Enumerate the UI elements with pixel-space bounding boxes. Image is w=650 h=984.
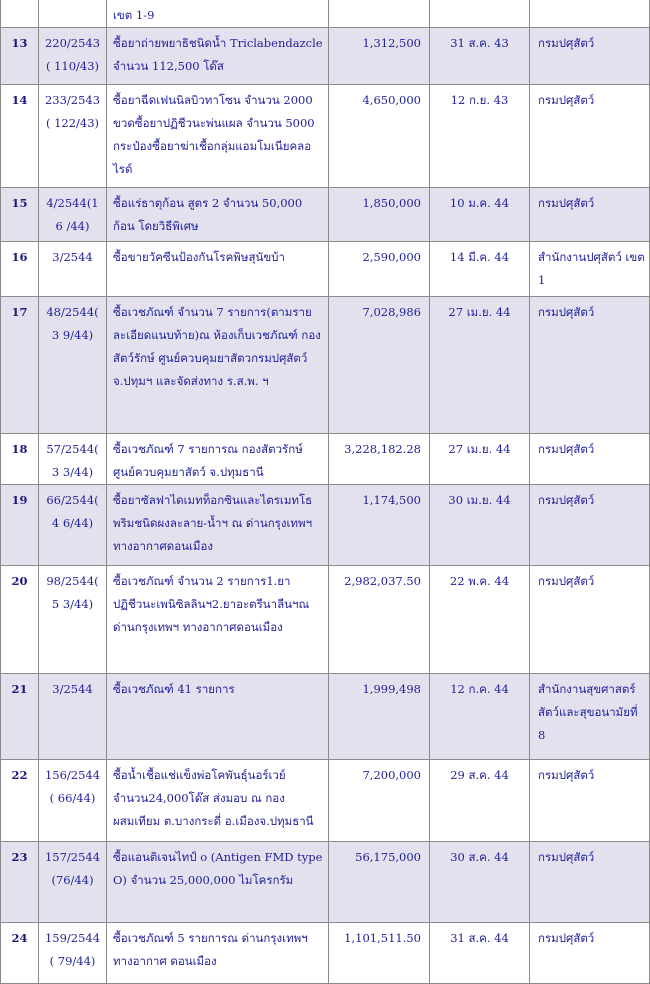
cell-agency: กรมปศุสัตว์ (530, 188, 650, 242)
cell-reference: 66/2544(4 6/44) (39, 485, 107, 566)
cell-date: 12 ก.ค. 44 (430, 674, 530, 760)
cell-description: ซื้อเวชภัณฑ์ 5 รายการณ ด่านกรุงเทพฯ ทางอากาศ ดอนเมือง (107, 923, 329, 984)
cell-amount: 4,650,000 (329, 85, 430, 188)
cell-description: เขต 1-9 (107, 0, 329, 28)
cell-amount (329, 0, 430, 28)
cell-reference: 3/2544 (39, 242, 107, 297)
table-row (1, 566, 650, 674)
cell-number: 22 (1, 760, 39, 842)
cell-number: 14 (1, 85, 39, 188)
cell-number: 21 (1, 674, 39, 760)
cell-date: 30 ส.ค. 44 (430, 842, 530, 923)
cell-amount: 3,228,182.28 (329, 434, 430, 485)
table-row (1, 188, 650, 242)
cell-date: 14 มี.ค. 44 (430, 242, 530, 297)
cell-description: ซื้อยาซัลฟาไดเมทท็อกซินและไตรเมทโธพริมชนิดผงละลาย-น้ำฯ ณ ด่านกรุงเทพฯ ทางอากาศดอนเมือง (107, 485, 329, 566)
cell-number: 17 (1, 297, 39, 434)
cell-description: ซื้อแร่ธาตุก้อน สูตร 2 จำนวน 50,000 ก้อน โดยวิธีพิเศษ (107, 188, 329, 242)
cell-number: 24 (1, 923, 39, 984)
cell-amount: 56,175,000 (329, 842, 430, 923)
cell-number: 13 (1, 28, 39, 85)
cell-agency: กรมปศุสัตว์ (530, 85, 650, 188)
cell-reference: 220/2543( 110/43) (39, 28, 107, 85)
cell-number: 23 (1, 842, 39, 923)
table-row (1, 760, 650, 842)
cell-date: 10 ม.ค. 44 (430, 188, 530, 242)
table-row (1, 674, 650, 760)
cell-reference: 159/2544( 79/44) (39, 923, 107, 984)
cell-date: 30 เม.ย. 44 (430, 485, 530, 566)
table-row (1, 0, 650, 28)
cell-agency: กรมปศุสัตว์ (530, 28, 650, 85)
cell-reference: 4/2544(16 /44) (39, 188, 107, 242)
table-row (1, 28, 650, 85)
cell-description: ซื้อน้ำเชื้อแช่แข็งพ่อโคพันธุ์นอร์เวย์ จำนวน24,000โด๊ส ส่งมอบ ณ กองผสมเทียม ต.บางกระดี่ อ.เมืองจ.ปทุมธานี (107, 760, 329, 842)
cell-reference: 156/2544( 66/44) (39, 760, 107, 842)
cell-agency: กรมปศุสัตว์ (530, 760, 650, 842)
cell-amount: 7,200,000 (329, 760, 430, 842)
cell-agency: สำนักงานสุขศาสตร์สัตว์และสุขอนามัยที่ 8 (530, 674, 650, 760)
cell-agency: กรมปศุสัตว์ (530, 485, 650, 566)
table-body (1, 0, 650, 984)
cell-agency: กรมปศุสัตว์ (530, 923, 650, 984)
cell-amount: 7,028,986 (329, 297, 430, 434)
cell-date: 29 ส.ค. 44 (430, 760, 530, 842)
cell-agency: กรมปศุสัตว์ (530, 566, 650, 674)
cell-description: ซื้อยาฉีดเฟนนิลบิวทาโซน จำนวน 2000 ขวดซื้อยาปฏิชีวนะพ่นแผล จำนวน 5000 กระป๋องซื้อยาฆ่าเชื้อกลุ่มแอมโมเนียคลอไรด์ (107, 85, 329, 188)
cell-agency: สำนักงานปศุสัตว์ เขต 1 (530, 242, 650, 297)
cell-number: 15 (1, 188, 39, 242)
cell-number: 18 (1, 434, 39, 485)
cell-reference: 157/2544 (76/44) (39, 842, 107, 923)
cell-description: ซื้อยาถ่ายพยาธิชนิดน้ำ Triclabendazcle จำนวน 112,500 โด๊ส (107, 28, 329, 85)
cell-reference: 57/2544(3 3/44) (39, 434, 107, 485)
cell-description: ซื้อเวชภัณฑ์ 7 รายการณ กองสัตวรักษ์ ศูนย์ควบคุมยาสัตว์ จ.ปทุมธานี (107, 434, 329, 485)
cell-reference: 3/2544 (39, 674, 107, 760)
cell-reference: 233/2543( 122/43) (39, 85, 107, 188)
cell-date: 27 เม.ย. 44 (430, 434, 530, 485)
cell-agency (530, 0, 650, 28)
cell-agency: กรมปศุสัตว์ (530, 842, 650, 923)
cell-amount: 2,982,037.50 (329, 566, 430, 674)
table-row (1, 242, 650, 297)
cell-reference (39, 0, 107, 28)
cell-reference: 48/2544(3 9/44) (39, 297, 107, 434)
cell-amount: 1,312,500 (329, 28, 430, 85)
cell-description: ซื้อแอนติเจนไทป์ o (Antigen FMD type O) จำนวน 25,000,000 ไมโครกรัม (107, 842, 329, 923)
table-row (1, 485, 650, 566)
table-row (1, 923, 650, 984)
cell-agency: กรมปศุสัตว์ (530, 297, 650, 434)
cell-date: 31 ส.ค. 43 (430, 28, 530, 85)
table-row (1, 297, 650, 434)
cell-date: 12 ก.ย. 43 (430, 85, 530, 188)
cell-number: 20 (1, 566, 39, 674)
table-row (1, 85, 650, 188)
cell-number: 16 (1, 242, 39, 297)
cell-amount: 1,101,511.50 (329, 923, 430, 984)
cell-date: 22 พ.ค. 44 (430, 566, 530, 674)
table-row (1, 434, 650, 485)
cell-amount: 1,999,498 (329, 674, 430, 760)
cell-number (1, 0, 39, 28)
cell-description: ซื้อขายวัคซีนป้องกันโรคพิษสุนัขบ้า (107, 242, 329, 297)
cell-description: ซื้อเวชภัณฑ์ จำนวน 2 รายการ1.ยาปฏิชีวนะเพนิซิลลินฯ2.ยาอะตรีนาลีนฯณ ด่านกรุงเทพฯ ทางอากาศดอนเมือง (107, 566, 329, 674)
cell-number: 19 (1, 485, 39, 566)
cell-description: ซื้อเวชภัณฑ์ จำนวน 7 รายการ(ตามรายละเอียดแนบท้าย)ณ ห้องเก็บเวชภัณฑ์ กองสัตว์รักษ์ ศูนย์ควบคุมยาสัตวกรมปศุสัตว์ จ.ปทุมฯ และจัดส่งทาง ร.ส.พ. ฯ (107, 297, 329, 434)
cell-amount: 1,850,000 (329, 188, 430, 242)
cell-date (430, 0, 530, 28)
cell-date: 27 เม.ย. 44 (430, 297, 530, 434)
cell-reference: 98/2544(5 3/44) (39, 566, 107, 674)
cell-amount: 2,590,000 (329, 242, 430, 297)
table-row (1, 842, 650, 923)
cell-description: ซื้อเวชภัณฑ์ 41 รายการ (107, 674, 329, 760)
cell-agency: กรมปศุสัตว์ (530, 434, 650, 485)
cell-amount: 1,174,500 (329, 485, 430, 566)
cell-date: 31 ส.ค. 44 (430, 923, 530, 984)
